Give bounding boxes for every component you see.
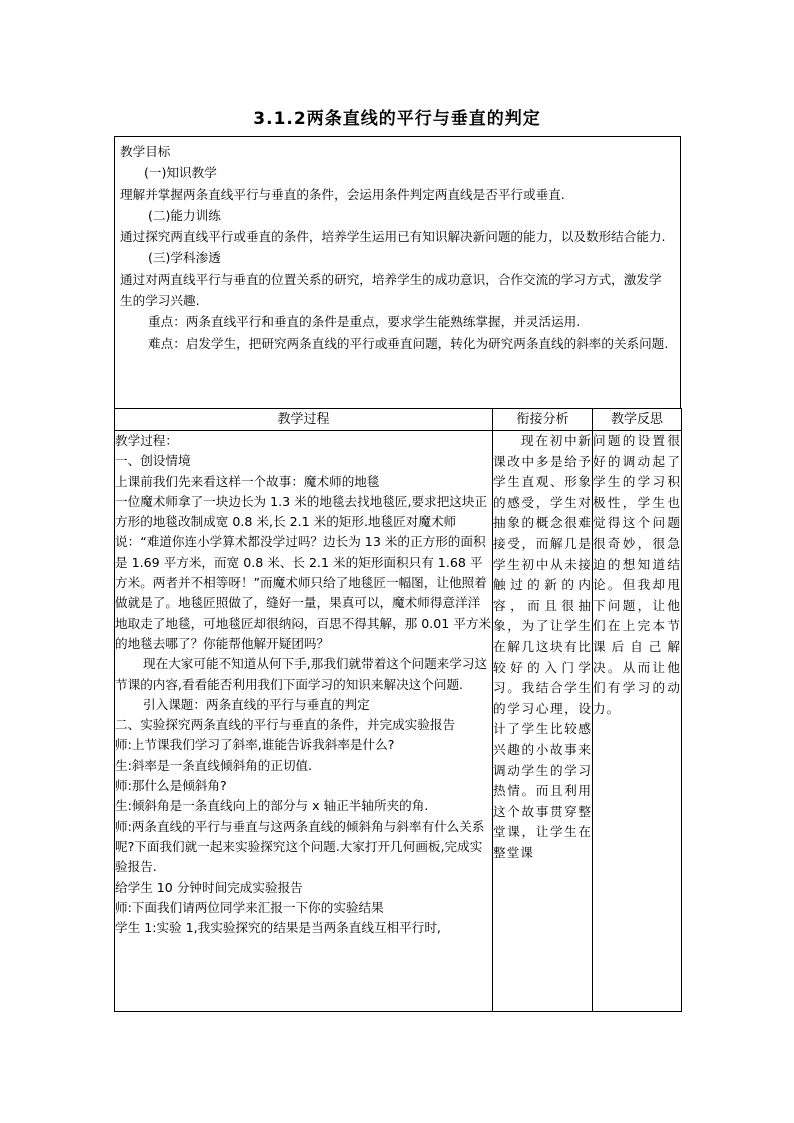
- process-line: 给学生 10 分钟时间完成实验报告: [115, 879, 303, 895]
- goal-text-ability: 通过探究两直线平行或垂直的条件，培养学生运用已有知识解决新问题的能力，以及数形结合能力.: [120, 229, 666, 245]
- goal-text-knowledge: 理解并掌握两条直线平行与垂直的条件，会运用条件判定两直线是否平行或垂直.: [120, 186, 565, 202]
- process-cell: [115, 431, 493, 1012]
- goal-label-ability: (二)能力训练: [148, 207, 221, 223]
- difficulty-point: 难点：启发学生，把研究两条直线的平行或垂直问题，转化为研究两条直线的斜率的关系问题.: [148, 335, 669, 351]
- process-line: 一、创设情境: [115, 453, 191, 469]
- goal-label-discipline: (三)学科渗透: [148, 250, 221, 266]
- process-line: 生:斜率是一条直线倾斜角的正切值.: [115, 757, 313, 773]
- process-line: 学生 1:实验 1,我实验探究的结果是当两条直线互相平行时,: [115, 920, 441, 936]
- process-paragraph: 现在大家可能不知道从何下手,那我们就带着这个问题来学习这节课的内容,看看能否利用我们下面学习的知识来解决这个问题.: [115, 656, 488, 692]
- process-paragraph: 师:两条直线的平行与垂直与这两条直线的倾斜角与斜率有什么关系呢?下面我们就一起来实验探究这个问题.大家打开几何画板,完成实验报告.: [115, 818, 485, 875]
- table-body-row: [115, 431, 682, 1012]
- analysis-cell: 现在初中新课改中多是给予学生直观、形象的感受，学生对抽象的概念很难接受，而解几是学生初中从未接触过的新的内容，而且很抽象，为了让学生在解几这块有比较好的入门学习。我结合学生的学习心理，设计了学生比较感兴趣的小故事来调动学生的学习热情。而且利用这个故事贯穿整堂课，让学生在整堂课: [493, 431, 593, 1012]
- process-paragraph: 一位魔术师拿了一块边长为 1.3 米的地毯去找地毯匠,要求把这块正方形的地毯改制成宽 0.8 米,长 2.1 米的矩形.地毯匠对魔术师说：“难道你连小学算术都没学过吗？边长为 13 米的正方形的面积是 1.69 平方米，而宽 0.8 米、长 2.1 米的矩形面积只有 1.68 平方米。两者并不相等呀！”而魔术师只给了地毯匠一幅图，让他照着做就是了。地毯匠照做了，缝好一量，果真可以，魔术师得意洋洋地取走了地毯，可地毯匠却很纳闷，百思不得其解，那 0.01 平方米的地毯去哪了？你能帮他解开疑团吗？: [115, 493, 492, 651]
- header-reflection: 教学反思: [593, 409, 682, 431]
- process-line: 师:那什么是倾斜角?: [115, 778, 227, 794]
- goal-label-knowledge: (一)知识教学: [144, 165, 217, 181]
- key-point: 重点：两条直线平行和垂直的条件是重点，要求学生能熟练掌握，并灵活运用.: [148, 314, 581, 330]
- goal-text-discipline: 通过对两直线平行与垂直的位置关系的研究，培养学生的成功意识，合作交流的学习方式，激发学生的学习兴趣.: [120, 271, 662, 309]
- process-line: 师:上节课我们学习了斜率,谁能告诉我斜率是什么?: [115, 737, 395, 753]
- process-line: 师:下面我们请两位同学来汇报一下你的实验结果: [115, 899, 384, 915]
- table-header-row: [115, 409, 682, 431]
- process-line: 教学过程：: [115, 433, 178, 448]
- process-line: 生:倾斜角是一条直线向上的部分与 x 轴正半轴所夹的角.: [115, 798, 429, 814]
- process-line: 上课前我们先来看这样一个故事：魔术师的地毯: [115, 473, 380, 489]
- goals-heading: 教学目标: [120, 144, 171, 159]
- reflection-cell: 问题的设置很好的调动起了学生的学习积极性，学生也觉得这个问题很奇妙，很急迫的想知道结论。但我却甩下问题，让他们在上完本节课后自己解决。从而让他们有学习的动力。: [593, 431, 682, 1012]
- header-process: 教学过程: [115, 409, 493, 431]
- header-analysis: 衔接分析: [493, 409, 593, 431]
- teaching-process-table: [114, 408, 682, 1012]
- process-line: 二、实验探究两条直线的平行与垂直的条件，并完成实验报告: [115, 717, 456, 733]
- process-line: 引入课题：两条直线的平行与垂直的判定: [143, 696, 370, 712]
- page-title: 3.1.2两条直线的平行与垂直的判定: [253, 109, 541, 129]
- teaching-goals-box: [114, 136, 681, 409]
